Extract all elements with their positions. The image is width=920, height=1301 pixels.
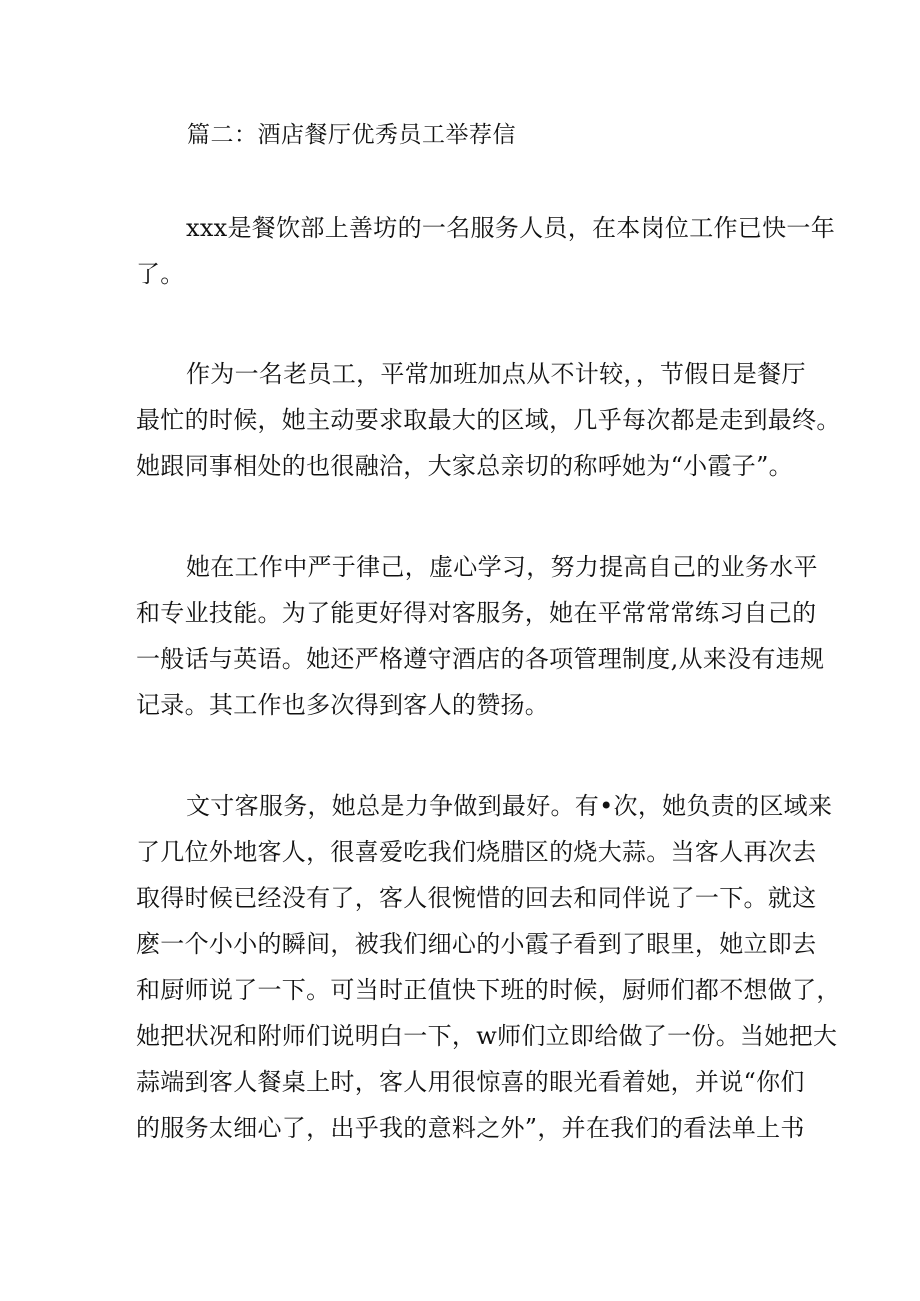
paragraph-line: 她跟同事相处的也很融洽，大家总亲切的称呼她为“小霞子”。 <box>136 452 793 480</box>
paragraph-line: 了几位外地客人，很喜爱吃我们烧腊区的烧大蒜。当客人再次去 <box>136 838 817 866</box>
paragraph-line: 和专业技能。为了能更好得对客服务，她在平常常常练习自己的 <box>136 599 817 627</box>
document-title: 篇二：酒店餐厅优秀员工举荐信 <box>187 122 516 148</box>
paragraph-line: 蒜端到客人餐桌上时，客人用很惊喜的眼光看着她，并说“你们 <box>136 1068 805 1096</box>
paragraph-4 <box>136 783 841 1151</box>
paragraph-line: 和厨师说了一下。可当时正值快下班的时候，厨师们都不想做了， <box>136 976 841 1004</box>
paragraph-line: 的服务太细心了，出乎我的意料之外”，并在我们的看法单上书 <box>136 1114 805 1142</box>
paragraph-line: 最忙的时候，她主动要求取最大的区域，几乎每次都是走到最终。 <box>136 406 841 434</box>
paragraph-1 <box>136 205 836 297</box>
paragraph-line: 记录。其工作也多次得到客人的赞扬。 <box>136 691 550 719</box>
paragraph-line: 她在工作中严于律己，虚心学习，努力提高自己的业务水平 <box>186 553 818 581</box>
paragraph-3 <box>136 544 825 728</box>
paragraph-line: 了。 <box>136 260 185 288</box>
paragraph-2 <box>136 351 841 489</box>
paragraph-line: 一般话与英语。她还严格遵守酒店的各项管理制度,从来没有违规 <box>136 645 825 673</box>
paragraph-line: xxx是餐饮部上善坊的一名服务人员，在本岗位工作已快一年 <box>186 214 836 242</box>
paragraph-line: 作为一名老员工，平常加班加点从不计较，，节假日是餐厅 <box>186 360 806 388</box>
paragraph-line: 麽一个小小的瞬间，被我们细心的小霞子看到了眼里，她立即去 <box>136 930 817 958</box>
paragraph-line: 文寸客服务，她总是力争做到最好。有•次，她负责的区域来 <box>186 792 833 820</box>
paragraph-line: 取得时候已经没有了，客人很惋惜的回去和同伴说了一下。就这 <box>136 884 817 912</box>
paragraph-line: 她把状况和附师们说明白一下，w师们立即给做了一份。当她把大 <box>136 1022 838 1050</box>
